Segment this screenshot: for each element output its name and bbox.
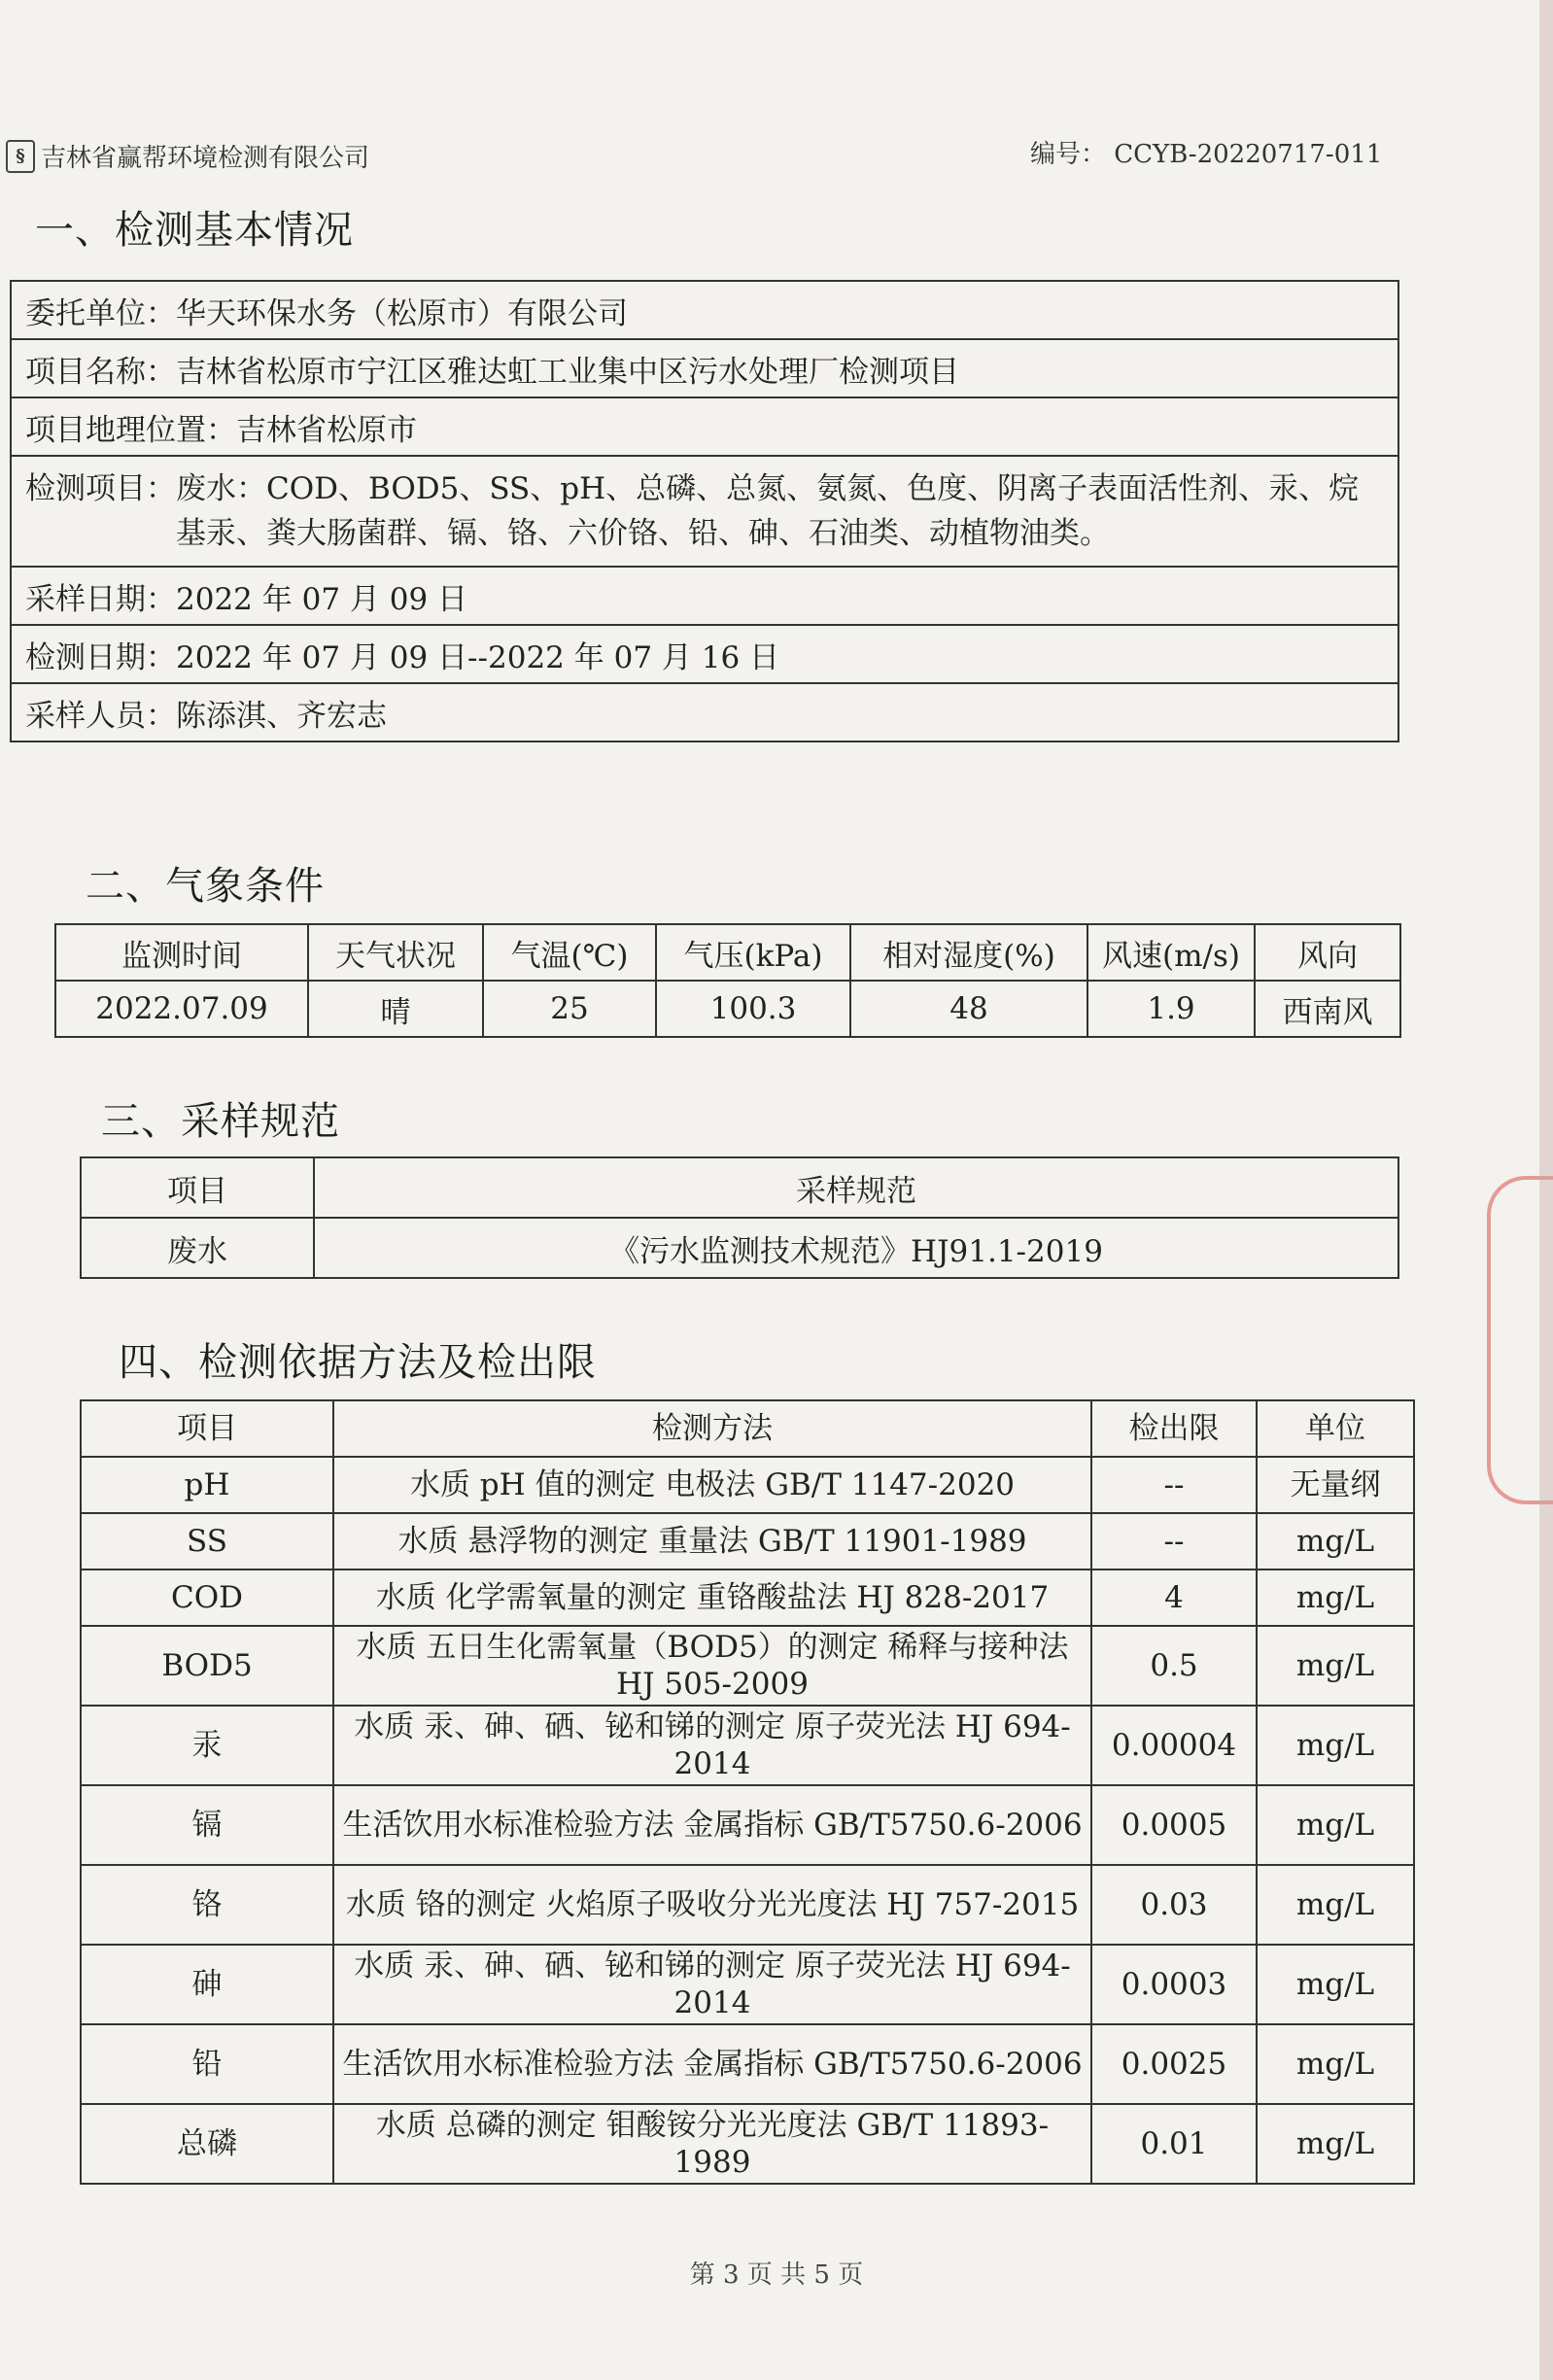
methods-header-unit: 单位 — [1257, 1400, 1414, 1457]
weather-header: 风速(m/s) — [1087, 924, 1255, 981]
section3-title: 三、采样规范 — [101, 1099, 340, 1144]
method-item: SS — [81, 1513, 333, 1569]
method-limit: 4 — [1091, 1569, 1257, 1626]
method-limit: 0.01 — [1091, 2104, 1257, 2184]
info-row-test-date — [11, 625, 1398, 683]
weather-header: 气压(kPa) — [656, 924, 850, 981]
samplers-label: 采样人员： — [25, 698, 176, 734]
method-text: 水质 汞、砷、硒、铋和锑的测定 原子荧光法 HJ 694-2014 — [333, 1706, 1091, 1785]
sampling-date-value: 2022 年 07 月 09 日 — [176, 581, 468, 617]
method-item: BOD5 — [81, 1626, 333, 1706]
weather-cell: 2022.07.09 — [55, 981, 308, 1037]
location-value: 吉林省松原市 — [236, 412, 417, 448]
weather-header: 风向 — [1255, 924, 1400, 981]
company-header — [6, 138, 369, 174]
location-label: 项目地理位置： — [25, 412, 236, 448]
method-row — [81, 2104, 1414, 2184]
method-item: COD — [81, 1569, 333, 1626]
method-limit: 0.00004 — [1091, 1706, 1257, 1785]
method-row — [81, 1785, 1414, 1865]
method-row — [81, 1945, 1414, 2024]
weather-header-row — [55, 924, 1400, 981]
page-number: 第 3 页 共 5 页 — [689, 2260, 864, 2290]
project-value: 吉林省松原市宁江区雅达虹工业集中区污水处理厂检测项目 — [176, 354, 959, 390]
info-row-project — [11, 339, 1398, 397]
method-text: 水质 汞、砷、硒、铋和锑的测定 原子荧光法 HJ 694-2014 — [333, 1945, 1091, 2024]
client-label: 委托单位： — [25, 295, 176, 331]
method-text: 水质 化学需氧量的测定 重铬酸盐法 HJ 828-2017 — [333, 1569, 1091, 1626]
project-label: 项目名称： — [25, 354, 176, 390]
method-item: 总磷 — [81, 2104, 333, 2184]
sampling-spec-table — [80, 1156, 1399, 1279]
section1-title: 一、检测基本情况 — [35, 208, 354, 253]
method-limit: 0.0003 — [1091, 1945, 1257, 2024]
methods-header-method: 检测方法 — [333, 1400, 1091, 1457]
client-value: 华天环保水务（松原市）有限公司 — [176, 295, 628, 331]
method-row — [81, 1865, 1414, 1945]
method-limit: 0.0025 — [1091, 2024, 1257, 2104]
company-logo-icon: § — [6, 140, 35, 173]
methods-header-item: 项目 — [81, 1400, 333, 1457]
method-unit: mg/L — [1257, 1945, 1414, 2024]
items-value: 废水：COD、BOD5、SS、pH、总磷、总氮、氨氮、色度、阴离子表面活性剂、汞、烷基汞、粪大肠菌群、镉、铬、六价铬、铅、砷、石油类、动植物油类。 — [176, 471, 1360, 551]
method-row — [81, 1626, 1414, 1706]
method-row — [81, 1457, 1414, 1513]
method-item: pH — [81, 1457, 333, 1513]
method-unit: mg/L — [1257, 1513, 1414, 1569]
method-text: 水质 总磷的测定 钼酸铵分光光度法 GB/T 11893-1989 — [333, 2104, 1091, 2184]
company-name: 吉林省赢帮环境检测有限公司 — [41, 144, 370, 173]
method-text: 水质 五日生化需氧量（BOD5）的测定 稀释与接种法 HJ 505-2009 — [333, 1626, 1091, 1706]
spec-data-row — [81, 1218, 1398, 1278]
method-unit: mg/L — [1257, 2024, 1414, 2104]
method-limit: 0.0005 — [1091, 1785, 1257, 1865]
info-row-sampling-date — [11, 567, 1398, 625]
method-text: 生活饮用水标准检验方法 金属指标 GB/T5750.6-2006 — [333, 2024, 1091, 2104]
method-row — [81, 1706, 1414, 1785]
method-item: 镉 — [81, 1785, 333, 1865]
spec-item: 废水 — [81, 1218, 314, 1278]
methods-table — [80, 1399, 1415, 2185]
method-item: 汞 — [81, 1706, 333, 1785]
weather-header: 相对湿度(%) — [850, 924, 1087, 981]
method-unit: 无量纲 — [1257, 1457, 1414, 1513]
spec-header-standard: 采样规范 — [314, 1157, 1398, 1218]
weather-cell: 100.3 — [656, 981, 850, 1037]
info-row-client — [11, 281, 1398, 339]
weather-cell: 1.9 — [1087, 981, 1255, 1037]
method-item: 铬 — [81, 1865, 333, 1945]
method-item: 砷 — [81, 1945, 333, 2024]
method-unit: mg/L — [1257, 1785, 1414, 1865]
method-unit: mg/L — [1257, 1626, 1414, 1706]
items-label: 检测项目： — [25, 471, 176, 506]
method-unit: mg/L — [1257, 1865, 1414, 1945]
test-date-label: 检测日期： — [25, 639, 176, 675]
basic-info-table — [10, 280, 1399, 742]
spec-header-item: 项目 — [81, 1157, 314, 1218]
method-row — [81, 1569, 1414, 1626]
section4-title: 四、检测依据方法及检出限 — [119, 1340, 597, 1385]
sampling-date-label: 采样日期： — [25, 581, 176, 617]
methods-header-row — [81, 1400, 1414, 1457]
info-row-location — [11, 397, 1398, 456]
info-row-items — [11, 456, 1398, 567]
samplers-value: 陈添淇、齐宏志 — [176, 698, 387, 734]
method-limit: 0.03 — [1091, 1865, 1257, 1945]
report-serial: 编号： CCYB-20220717-011 — [1030, 140, 1383, 169]
method-row — [81, 1513, 1414, 1569]
info-row-samplers — [11, 683, 1398, 742]
weather-table — [54, 923, 1401, 1038]
weather-cell: 48 — [850, 981, 1087, 1037]
method-text: 水质 铬的测定 火焰原子吸收分光光度法 HJ 757-2015 — [333, 1865, 1091, 1945]
method-text: 水质 悬浮物的测定 重量法 GB/T 11901-1989 — [333, 1513, 1091, 1569]
weather-cell: 西南风 — [1255, 981, 1400, 1037]
method-row — [81, 2024, 1414, 2104]
method-unit: mg/L — [1257, 2104, 1414, 2184]
method-text: 生活饮用水标准检验方法 金属指标 GB/T5750.6-2006 — [333, 1785, 1091, 1865]
method-unit: mg/L — [1257, 1569, 1414, 1626]
weather-header: 监测时间 — [55, 924, 308, 981]
method-text: 水质 pH 值的测定 电极法 GB/T 1147-2020 — [333, 1457, 1091, 1513]
method-limit: -- — [1091, 1513, 1257, 1569]
method-limit: -- — [1091, 1457, 1257, 1513]
weather-cell: 晴 — [308, 981, 483, 1037]
spec-standard: 《污水监测技术规范》HJ91.1-2019 — [314, 1218, 1398, 1278]
spec-header-row — [81, 1157, 1398, 1218]
weather-header: 气温(℃) — [483, 924, 656, 981]
page-edge-shadow — [1539, 0, 1553, 2380]
test-date-value: 2022 年 07 月 09 日--2022 年 07 月 16 日 — [176, 639, 780, 675]
method-limit: 0.5 — [1091, 1626, 1257, 1706]
section2-title: 二、气象条件 — [86, 864, 325, 909]
weather-cell: 25 — [483, 981, 656, 1037]
methods-header-limit: 检出限 — [1091, 1400, 1257, 1457]
weather-header: 天气状况 — [308, 924, 483, 981]
method-item: 铅 — [81, 2024, 333, 2104]
method-unit: mg/L — [1257, 1706, 1414, 1785]
weather-data-row — [55, 981, 1400, 1037]
